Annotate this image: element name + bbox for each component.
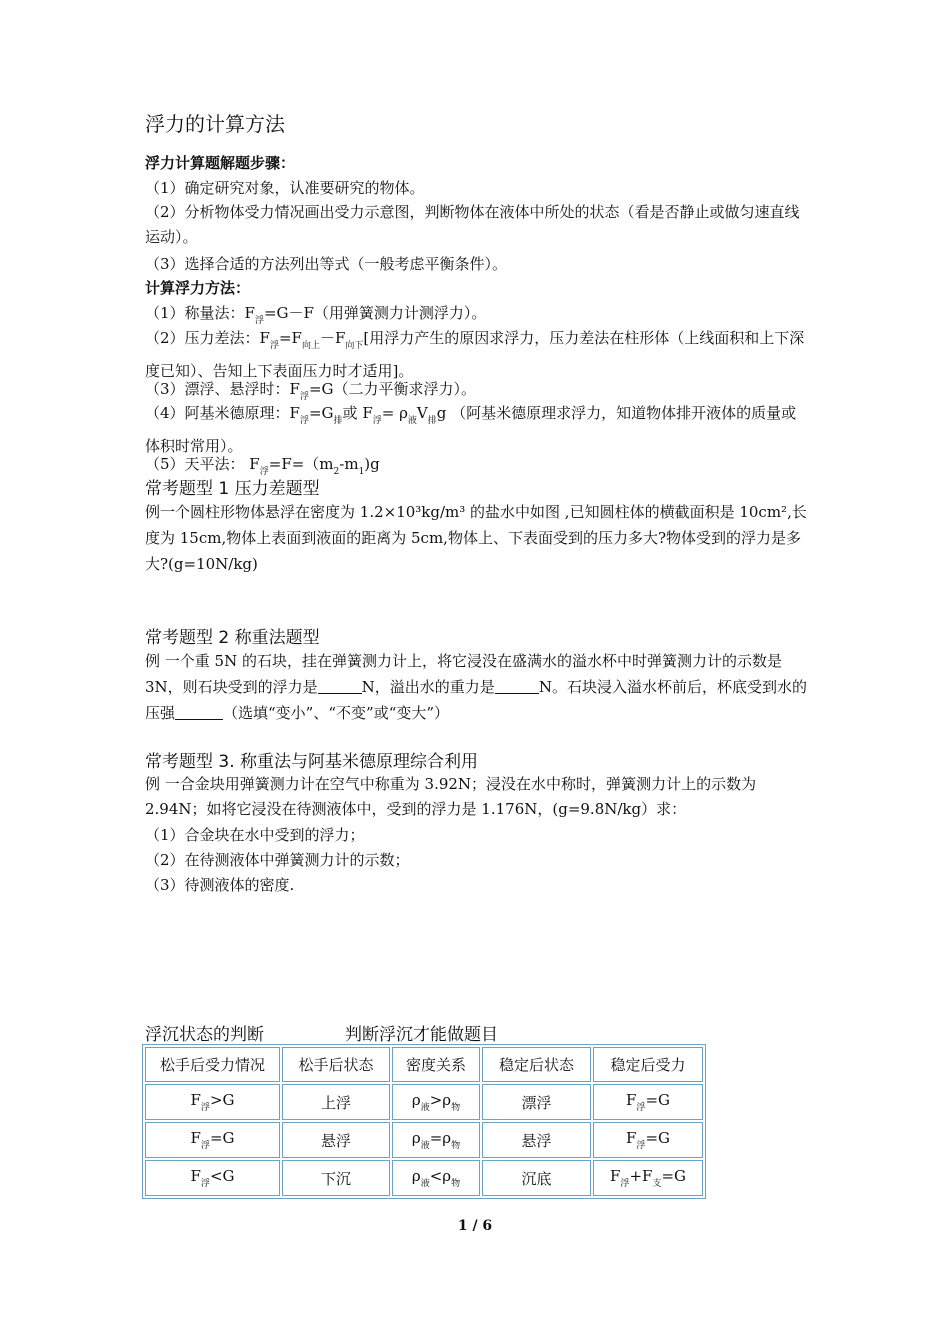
table-header-row [145,1047,703,1082]
table-row [145,1160,703,1196]
method-2: （2）压力差法：$F_浮=F_{向上}-F_{向下}$[用浮力产生的原因求浮力，压力差法在柱形体（上线面积和上下深度已知）、告知上下表面压力时才适用]。 [145,329,805,380]
table-header-cell: 稳定后状态 [482,1047,591,1082]
force-cell: $F_浮<G$ [145,1160,280,1196]
after-state-cell: 漂浮 [482,1084,591,1120]
page-number: 1 / 6 [457,1218,493,1234]
table-row [145,1122,703,1158]
after-force-cell: $F_浮=G$ [593,1084,703,1120]
state-cell: 悬浮 [282,1122,390,1158]
method-3: （3）漂浮、悬浮时：$F_浮=G$（二力平衡求浮力）。 [145,380,477,402]
table-header-cell: 稳定后受力 [593,1047,703,1082]
state-cell: 下沉 [282,1160,390,1196]
density-cell: $\rho_液>\rho_物$ [392,1084,480,1120]
type3-q2: （2）在待测液体中弹簧测力计的示数； [145,851,410,869]
answer-blank-overflow[interactable] [495,679,539,694]
after-state-cell: 沉底 [482,1160,591,1196]
step-1: （1）确定研究对象，认准要研究的物体。 [145,179,425,197]
table-header-cell: 松手后状态 [282,1047,390,1082]
type3-text: 例 一合金块用弹簧测力计在空气中称重为 3.92N；浸没在水中称时，弹簧测力计上的示数为 2.94N；如将它浸没在待测液体中，受到的浮力是 1.176N，(g=9.8N/kg）求： [145,775,757,818]
state-cell: 上浮 [282,1084,390,1120]
force-cell: $F_浮=G$ [145,1122,280,1158]
methods-heading: 计算浮力方法： [145,279,251,297]
after-force-cell: $F_浮=G$ [593,1122,703,1158]
page-title: 浮力的计算方法 [145,112,285,136]
force-cell: $F_浮>G$ [145,1084,280,1120]
sink-float-table [142,1044,706,1199]
type1-heading: 常考题型 1 压力差题型 [145,479,320,499]
table-title-left: 浮沉状态的判断 [145,1025,264,1045]
after-state-cell: 悬浮 [482,1122,591,1158]
density-cell: $\rho_液<\rho_物$ [392,1160,480,1196]
type3-q1: （1）合金块在水中受到的浮力； [145,826,365,844]
type1-text: 例一个圆柱形物体悬浮在密度为 1.2×10³kg/m³ 的盐水中如图 ,已知圆柱体的横截面积是 10cm²,长度为 15cm,物体上表面到液面的距离为 5cm,物体上、下表面受到的压力多大?物体受到的浮力是多大?(g=10N/kg) [145,503,807,573]
type2-heading: 常考题型 2 称重法题型 [145,628,320,648]
answer-blank-pressure[interactable] [175,705,223,720]
table-title-right: 判断浮沉才能做题目 [345,1025,498,1045]
step-2: （2）分析物体受力情况画出受力示意图，判断物体在液体中所处的状态（看是否静止或做匀速直线运动）。 [145,203,800,246]
type3-heading: 常考题型 3. 称重法与阿基米德原理综合利用 [145,752,479,772]
table-header-cell: 松手后受力情况 [145,1047,280,1082]
method-1: （1）称量法：$F_浮=G-F$（用弹簧测力计测浮力）。 [145,304,487,326]
table-row [145,1084,703,1120]
density-cell: $\rho_液=\rho_物$ [392,1122,480,1158]
answer-blank-buoyancy[interactable] [318,679,362,694]
table-header-cell: 密度关系 [392,1047,480,1082]
step-3: （3）选择合适的方法列出等式（一般考虑平衡条件）。 [145,255,508,273]
after-force-cell: $F_浮+F_支=G$ [593,1160,703,1196]
method-5: （5）天平法： $F_浮=F=(m_2-m_1)g$ [145,455,380,477]
type3-q3: （3）待测液体的密度. [145,876,295,894]
steps-heading: 浮力计算题解题步骤： [145,154,296,172]
type2-text: 例 一个重 5N 的石块，挂在弹簧测力计上，将它浸没在盛满水的溢水杯中时弹簧测力计的示数是 3N，则石块受到的浮力是 N，溢出水的重力是 N。石块浸入溢水杯前后，杯底受到水的压强 （选填“变小”、“不变”或“变大”） [145,652,807,722]
method-4: （4）阿基米德原理：$F_浮=G_排$或 $F_浮= \rho_液V_排g$ （阿基米德原理求浮力，知道物体排开液体的质量或体积时常用）。 [145,404,797,455]
